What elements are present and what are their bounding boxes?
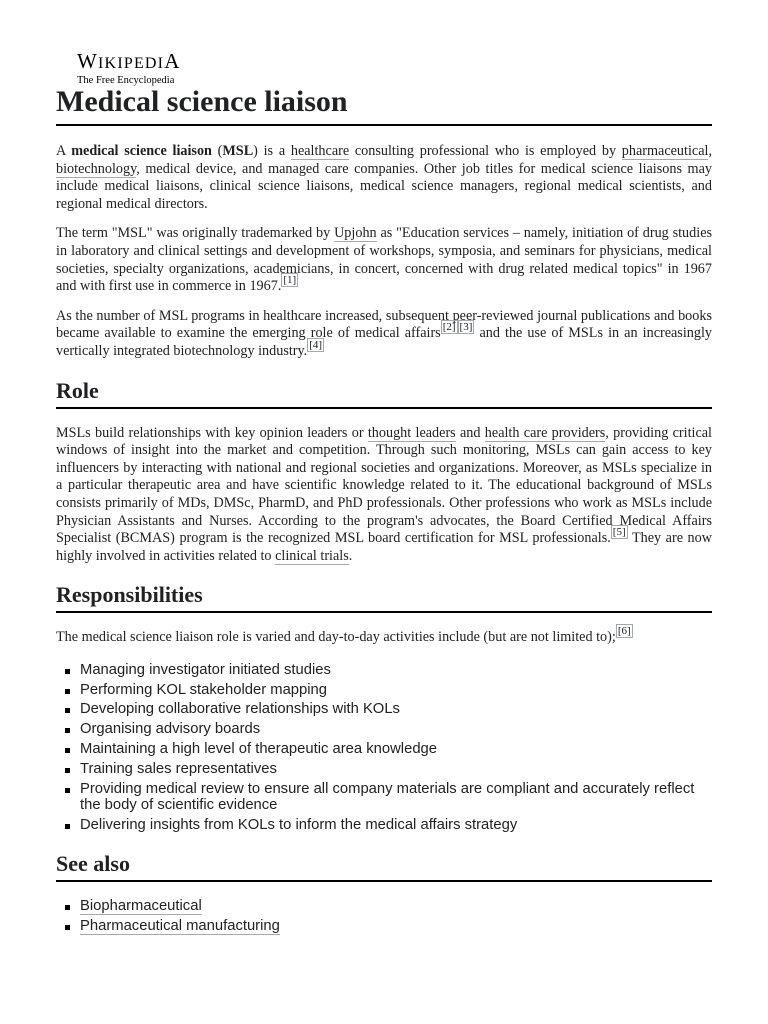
role-paragraph: MSLs build relationships with key opinion leaders or thought leaders and health care providers, providing critical windows of insight into the market and competition. Through such monitoring, MSLs can gain access to key influencers by interacting with national and regional societies and organizations. Moreover, as MSLs specialize in a particular therapeutic area and have scientific knowledge related to it. The educational background of MSLs consists primarily of MDs, DMSc, PharmD, and PhD professionals. Other professions who work as MSLs include Physician Assistants and Nurses. According to the program's advocates, the Board Certified Medical Affairs Specialist (BCMAS) program is the recognized MSL board certification for MSL professionals. [5] They are now highly involved in activities related to clinical trials.	[56, 424, 712, 564]
list-item: Training sales representatives	[80, 761, 712, 778]
list-item: Developing collaborative relationships with KOLs	[80, 701, 712, 718]
reference-1[interactable]: [1]	[283, 274, 297, 287]
section-heading-role: Role	[56, 377, 712, 409]
reference-6[interactable]: [6]	[617, 625, 631, 638]
link-biotechnology[interactable]: biotechnology	[56, 160, 137, 177]
reference-3[interactable]: [3]	[459, 321, 473, 334]
link-clinical-trials[interactable]: clinical trials	[275, 547, 349, 564]
intro-paragraph-3: As the number of MSL programs in healthcare increased, subsequent peer-reviewed journal publications and books became available to examine the emerging role of medical affairs [2] [3] and the use of MSLs in an increasingly vertically integrated biotechnology industry. [4]	[56, 307, 712, 359]
responsibilities-intro: The medical science liaison role is varied and day-to-day activities include (but are not limited to); [6]	[56, 625, 631, 646]
section-heading-responsibilities: Responsibilities	[56, 581, 712, 613]
link-thought-leaders[interactable]: thought leaders	[367, 424, 456, 441]
intro-paragraph-2: The term "MSL" was originally trademarked by Upjohn as "Education services – namely, initiation of drug studies in laboratory and clinical settings and development of workshops, symposia, and seminars for physicians, medical societies, specialty organizations, academicians, in concert, concerned with drug related medical topics" in 1967 and with first use in commerce in 1967. [1]	[56, 225, 713, 295]
link-upjohn[interactable]: Upjohn	[334, 225, 377, 242]
list-item: Performing KOL stakeholder mapping	[80, 682, 712, 699]
section-heading-see-also: See also	[56, 850, 712, 882]
list-item: Maintaining a high level of therapeutic area knowledge	[80, 741, 712, 758]
article-content	[56, 83, 712, 949]
list-item: Managing investigator initiated studies	[80, 662, 712, 679]
reference-4[interactable]: [4]	[309, 338, 323, 351]
link-health-care-providers[interactable]: health care providers	[484, 424, 606, 441]
link-biopharmaceutical[interactable]: Biopharmaceutical	[80, 898, 202, 915]
wikipedia-logo[interactable]	[77, 50, 181, 87]
see-also-item	[80, 898, 712, 915]
link-healthcare[interactable]: healthcare	[290, 143, 350, 159]
logo-tagline: The Free Encyclopedia	[77, 75, 175, 86]
link-pharmaceutical-manufacturing[interactable]: Pharmaceutical manufacturing	[80, 917, 280, 934]
reference-5[interactable]: [5]	[612, 526, 626, 539]
reference-2[interactable]: [2]	[442, 321, 456, 334]
list-item: Providing medical review to ensure all company materials are compliant and accurately reflect the body of scientific evidence	[80, 781, 712, 815]
see-also-list	[56, 898, 712, 935]
list-item: Organising advisory boards	[80, 721, 712, 738]
logo-wordmark: WIKIPEDIA	[77, 49, 181, 73]
responsibilities-list	[56, 662, 712, 834]
link-pharmaceutical[interactable]: pharmaceutical	[621, 143, 709, 159]
list-item: Delivering insights from KOLs to inform the medical affairs strategy	[80, 817, 712, 834]
intro-paragraph-1: A medical science liaison (MSL) is a healthcare consulting professional who is employed by pharmaceutical, biotechnology, medical device, and managed care companies. Other job titles for medical science liaisons may include medical liaisons, clinical science liaisons, medical science managers, regional medical scientists, and regional medical directors.	[56, 143, 712, 212]
see-also-item	[80, 918, 712, 935]
page-title: Medical science liaison	[56, 83, 712, 126]
